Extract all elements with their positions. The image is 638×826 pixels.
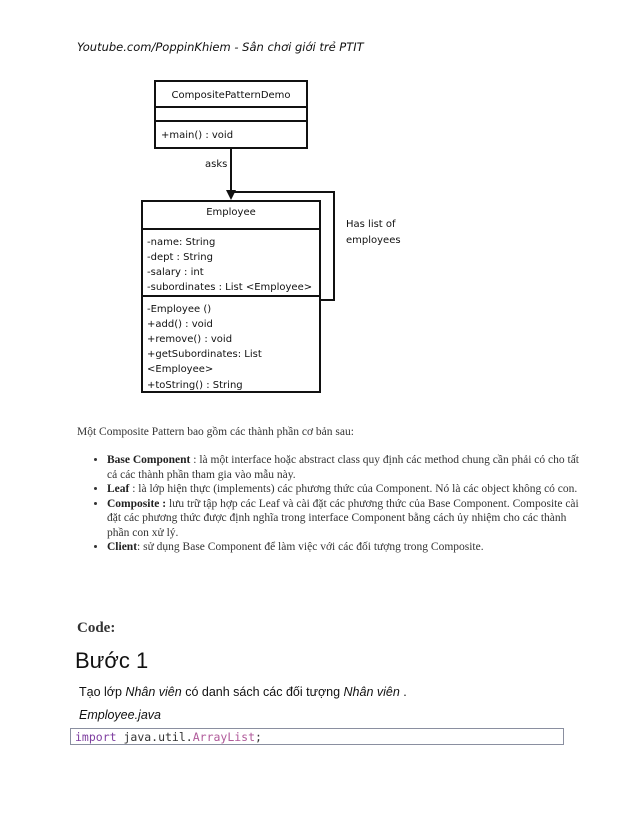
step-description-emphasis: Nhân viên bbox=[125, 685, 182, 699]
file-name: Employee.java bbox=[79, 708, 161, 722]
demo-class-name: CompositePatternDemo bbox=[171, 90, 291, 101]
list-item bbox=[107, 453, 587, 482]
page-header: Youtube.com/PoppinKhiem - Sân chơi giới trẻ PTIT bbox=[77, 40, 364, 54]
step-heading: Bước 1 bbox=[75, 648, 149, 673]
code-package: java.util. bbox=[116, 730, 193, 744]
employee-attribute: -subordinates : List <Employee> bbox=[147, 282, 313, 293]
code-keyword: import bbox=[75, 730, 117, 744]
intro-text: Một Composite Pattern bao gồm các thành phần cơ bản sau: bbox=[77, 426, 354, 438]
employee-method: +remove() : void bbox=[147, 334, 233, 345]
list-item-text: : là một interface hoặc abstract class quy định các method chung cần phải có cho tất cả các thành phần tham gia vào mẫu này. bbox=[107, 454, 580, 481]
code-heading: Code: bbox=[77, 620, 116, 636]
employee-method: +add() : void bbox=[147, 319, 213, 330]
code-semicolon: ; bbox=[255, 730, 262, 744]
employee-method: +toString() : String bbox=[147, 380, 243, 391]
list-item-term: Leaf bbox=[107, 483, 130, 495]
employee-method: -Employee () bbox=[147, 304, 212, 315]
self-association-note: employees bbox=[346, 235, 401, 246]
step-description-text: . bbox=[399, 685, 407, 699]
employee-method: <Employee> bbox=[147, 364, 214, 375]
employee-attribute: -salary : int bbox=[147, 267, 204, 278]
list-item bbox=[107, 482, 587, 497]
list-item-term: Client bbox=[107, 541, 138, 553]
list-item bbox=[107, 540, 587, 555]
step-description-text: có danh sách các đối tượng bbox=[181, 685, 344, 699]
self-association-note: Has list of bbox=[346, 219, 396, 230]
list-item-term: Composite : bbox=[107, 497, 167, 510]
list-item-term: Base Component bbox=[107, 454, 191, 466]
step-description bbox=[79, 685, 407, 699]
code-class-name: ArrayList bbox=[192, 730, 256, 744]
component-list bbox=[77, 453, 587, 555]
list-item-text: : là lớp hiện thực (implements) các phương thức của Component. Nó là các object không có con. bbox=[129, 483, 578, 495]
demo-class-method: +main() : void bbox=[161, 130, 234, 141]
employee-method: +getSubordinates: List bbox=[147, 349, 262, 360]
list-item-text: lưu trữ tập hợp các Leaf và cài đặt các phương thức của Base Component. Composite cài đặt các phương thức được định nghĩa trong interface Component bằng cách ủy nhiệm cho các thành phần con xử lý. bbox=[107, 497, 579, 539]
list-item-text: : sử dụng Base Component để làm việc với các đối tượng trong Composite. bbox=[137, 541, 484, 553]
asks-label: asks bbox=[205, 159, 228, 170]
employee-attribute: -dept : String bbox=[147, 252, 213, 263]
step-description-emphasis: Nhân viên bbox=[343, 685, 400, 699]
list-item bbox=[107, 497, 587, 541]
employee-attribute: -name: String bbox=[147, 237, 216, 248]
employee-class-box bbox=[142, 201, 320, 392]
demo-class-box bbox=[155, 81, 307, 148]
employee-class-name: Employee bbox=[206, 207, 256, 218]
code-block bbox=[70, 728, 564, 745]
step-description-text: Tạo lớp bbox=[79, 685, 126, 699]
